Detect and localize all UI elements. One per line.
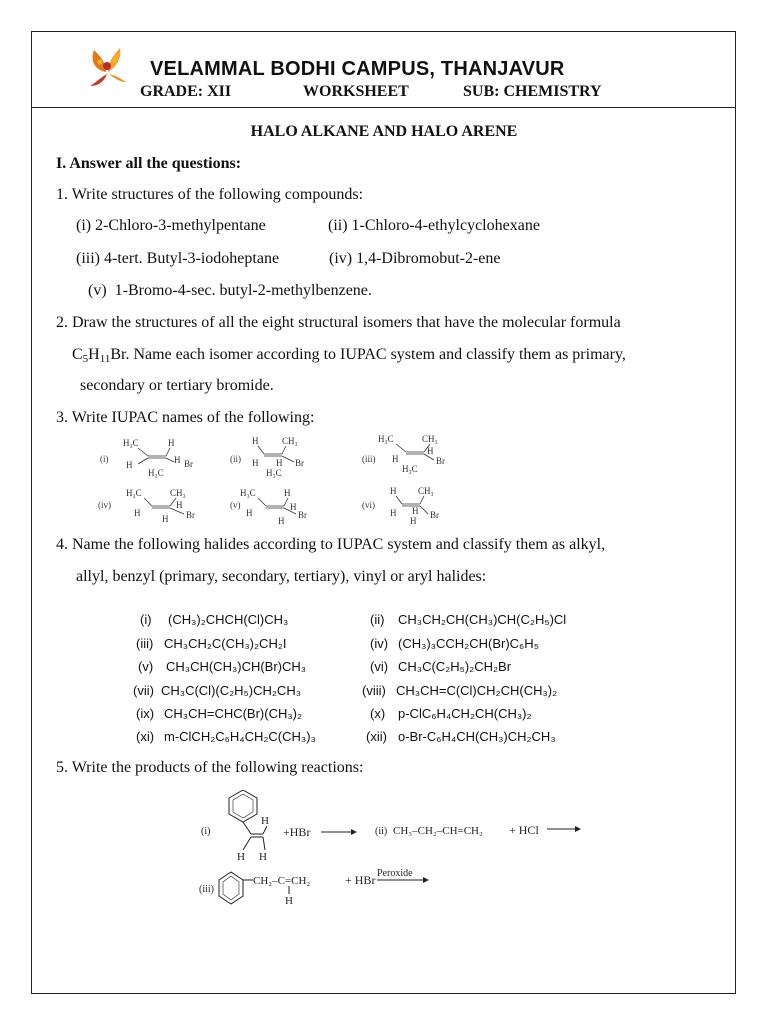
svg-text:H: H xyxy=(252,458,259,468)
q3-label-v: (v) xyxy=(230,500,241,510)
svg-text:CH₃: CH₃ xyxy=(418,486,434,496)
svg-text:H: H xyxy=(278,516,285,526)
svg-text:CH₃: CH₃ xyxy=(422,434,438,444)
q1-item-ii: (ii) 1-Chloro-4-ethylcyclohexane xyxy=(328,217,540,234)
svg-text:H: H xyxy=(162,514,169,524)
svg-text:H: H xyxy=(126,460,133,470)
q3-structures xyxy=(90,430,470,530)
svg-text:H: H xyxy=(290,502,297,512)
q2-line3: secondary or tertiary bromide. xyxy=(80,377,274,394)
q4-item: (i) (CH₃)₂CHCH(Cl)CH₃ xyxy=(140,612,289,627)
q4-item: (x) p-ClC₆H₄CH₂CH(CH₃)₂ xyxy=(370,706,532,721)
svg-text:H: H xyxy=(392,454,399,464)
svg-text:H: H xyxy=(134,508,141,518)
svg-text:H: H xyxy=(285,895,293,907)
q4-item: (vii) CH₃C(Cl)(C₂H₅)CH₂CH₃ xyxy=(133,683,302,698)
q4-item: (iv) (CH₃)₃CCH₂CH(Br)C₆H₅ xyxy=(370,636,539,651)
q4-item: (viii) CH₃CH=C(Cl)CH₂CH(CH₃)₂ xyxy=(362,683,558,698)
svg-text:H: H xyxy=(259,851,267,863)
svg-text:CH₃: CH₃ xyxy=(170,488,186,498)
q1-item-iii: (iii) 4-tert. Butyl-3-iodoheptane xyxy=(76,250,280,267)
svg-text:H₃C: H₃C xyxy=(378,434,394,444)
svg-text:Br: Br xyxy=(186,510,195,520)
svg-text:+HBr: +HBr xyxy=(283,825,311,839)
q3-label-iv: (iv) xyxy=(98,500,111,510)
q4-item: (ix) CH₃CH=CHC(Br)(CH₃)₂ xyxy=(136,706,303,721)
svg-text:CH₃–CH₂–CH=CH₂: CH₃–CH₂–CH=CH₂ xyxy=(393,825,483,837)
header-divider xyxy=(31,107,736,108)
q1-item-iv: (iv) 1,4-Dibromobut-2-ene xyxy=(329,250,501,267)
q4-item: (ii) CH₃CH₂CH(CH₃)CH(C₂H₅)Cl xyxy=(370,612,567,627)
svg-text:H: H xyxy=(412,506,419,516)
svg-text:H: H xyxy=(427,446,434,456)
svg-text:(iii): (iii) xyxy=(199,884,214,895)
svg-text:H: H xyxy=(174,455,181,465)
q3-label-vi: (vi) xyxy=(362,500,375,510)
svg-text:H: H xyxy=(176,500,183,510)
svg-text:H: H xyxy=(390,508,397,518)
svg-text:+ HBr: + HBr xyxy=(345,873,376,887)
svg-text:(i): (i) xyxy=(201,826,211,837)
q1-item-v: (v) 1-Bromo-4-sec. butyl-2-methylbenzene. xyxy=(88,282,372,299)
svg-text:H: H xyxy=(410,516,417,526)
svg-text:H: H xyxy=(276,458,283,468)
svg-text:Br: Br xyxy=(430,510,439,520)
q3-label-ii: (ii) xyxy=(230,454,241,464)
svg-text:H₃C: H₃C xyxy=(123,438,139,448)
q2-line2: $C_5H_{11}Br$. Name each isomer according to IUPAC system and classify them as primary, xyxy=(72,346,626,365)
q3-label-i: (i) xyxy=(100,454,109,464)
svg-text:H: H xyxy=(390,486,397,496)
svg-text:H: H xyxy=(252,436,259,446)
section-heading: I. Answer all the questions: xyxy=(56,155,242,172)
q4-line1: 4. Name the following halides according to IUPAC system and classify them as alkyl, xyxy=(56,536,606,553)
svg-text:CH₂–C=CH₂: CH₂–C=CH₂ xyxy=(253,875,311,887)
svg-text:H: H xyxy=(246,508,253,518)
q2-line1: 2. Draw the structures of all the eight structural isomers that have the molecular formula xyxy=(56,314,621,331)
school-logo xyxy=(86,42,130,88)
q1-item-i: (i) 2-Chloro-3-methylpentane xyxy=(76,217,266,234)
svg-text:CH₃: CH₃ xyxy=(282,436,298,446)
svg-text:Br: Br xyxy=(436,456,445,466)
grade-label: GRADE: XII xyxy=(140,83,232,100)
q4-item: (vi) CH₃C(C₂H₅)₂CH₂Br xyxy=(370,659,512,674)
q4-line2: allyl, benzyl (primary, secondary, tertiary), vinyl or aryl halides: xyxy=(76,568,487,585)
q1-stem: 1. Write structures of the following compounds: xyxy=(56,186,364,203)
svg-text:+ HCl: + HCl xyxy=(509,823,539,837)
svg-text:Br: Br xyxy=(184,459,193,469)
svg-text:H₃C: H₃C xyxy=(126,488,142,498)
q4-item: (xi) m-ClCH₂C₆H₄CH₂C(CH₃)₃ xyxy=(136,729,316,744)
svg-text:H₃C: H₃C xyxy=(266,468,282,478)
q5-stem: 5. Write the products of the following reactions: xyxy=(56,759,364,776)
svg-text:H: H xyxy=(261,815,269,827)
svg-text:H: H xyxy=(284,488,291,498)
q4-item: (xii) o-Br-C₆H₄CH(CH₃)CH₂CH₃ xyxy=(366,729,556,744)
svg-text:H: H xyxy=(168,438,175,448)
q5-reactions xyxy=(195,790,595,910)
worksheet-label: WORKSHEET xyxy=(303,83,409,100)
subject-label: SUB: CHEMISTRY xyxy=(463,83,602,100)
svg-text:H₃C: H₃C xyxy=(402,464,418,474)
svg-text:Br: Br xyxy=(295,458,304,468)
svg-text:Br: Br xyxy=(298,510,307,520)
worksheet-title: HALO ALKANE AND HALO ARENE xyxy=(250,123,518,140)
svg-text:H₃C: H₃C xyxy=(240,488,256,498)
q3-stem: 3. Write IUPAC names of the following: xyxy=(56,409,315,426)
svg-text:(ii): (ii) xyxy=(375,826,388,837)
q3-label-iii: (iii) xyxy=(362,454,376,464)
q4-item: (v) CH₃CH(CH₃)CH(Br)CH₃ xyxy=(138,659,307,674)
svg-text:H: H xyxy=(237,851,245,863)
school-name: VELAMMAL BODHI CAMPUS, THANJAVUR xyxy=(150,58,565,80)
svg-text:H₃C: H₃C xyxy=(148,468,164,478)
q4-item: (iii) CH₃CH₂C(CH₃)₂CH₂I xyxy=(136,636,287,651)
svg-text:Peroxide: Peroxide xyxy=(377,868,413,879)
